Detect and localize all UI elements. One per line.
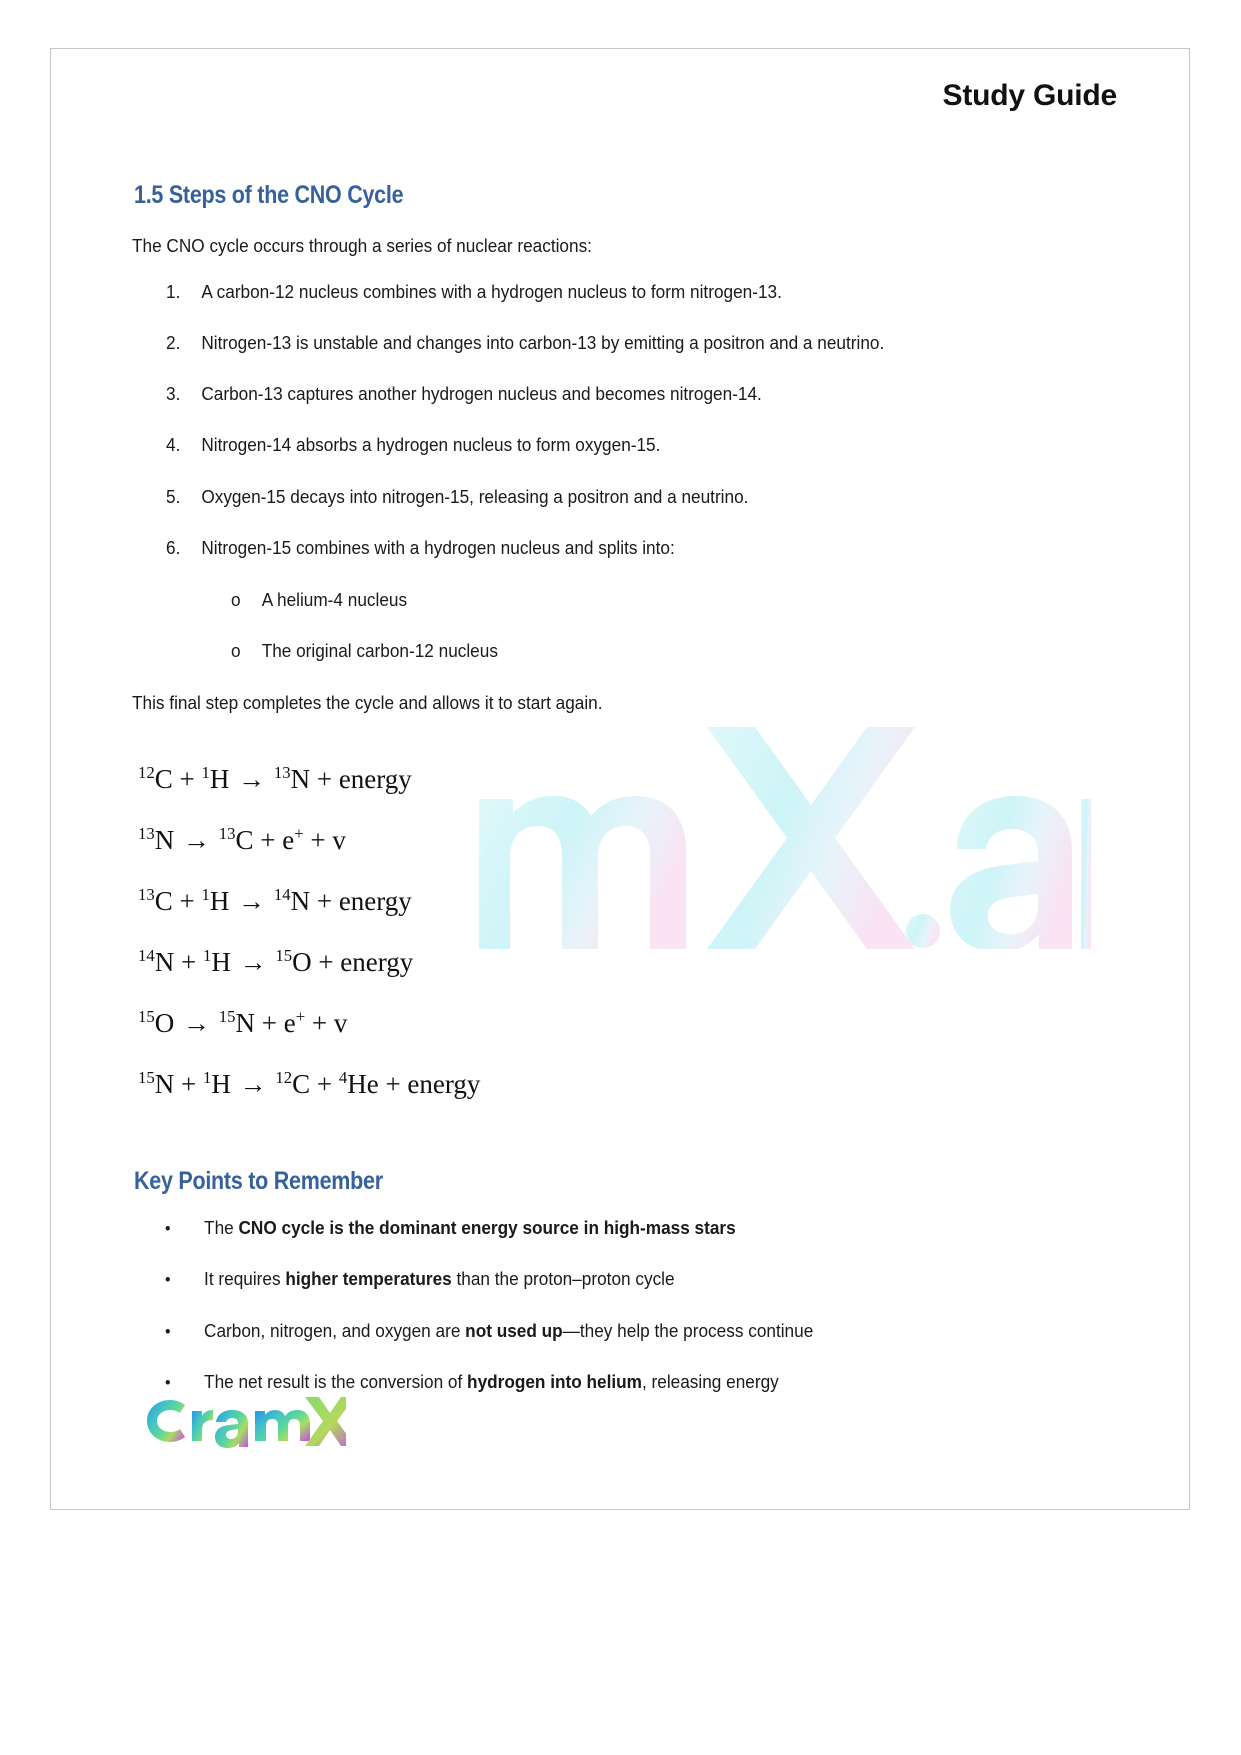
key-point-tail: —they help the process continue bbox=[562, 1320, 814, 1341]
equation-operator: + bbox=[172, 764, 202, 794]
equation-1 bbox=[138, 749, 480, 810]
element-symbol: O bbox=[292, 947, 312, 977]
element-symbol: H bbox=[211, 947, 231, 977]
closing-paragraph: This final step completes the cycle and allows it to start again. bbox=[132, 692, 603, 713]
key-point-tail: than the proton–proton cycle bbox=[451, 1268, 675, 1289]
equation-operator: + bbox=[174, 947, 203, 977]
cno-step-text: Nitrogen-13 is unstable and changes into carbon-13 by emitting a positron and a neutrino. bbox=[201, 332, 885, 353]
cno-substep-1 bbox=[231, 589, 407, 611]
mass-number: + bbox=[294, 824, 304, 843]
element-symbol: O bbox=[154, 1008, 175, 1038]
mass-number: 15 bbox=[218, 1007, 236, 1026]
mass-number: 13 bbox=[218, 824, 236, 843]
mass-number: 15 bbox=[138, 1068, 155, 1087]
bullet-marker: • bbox=[165, 1219, 171, 1238]
bullet-marker: • bbox=[165, 1373, 171, 1392]
mass-number: 4 bbox=[338, 1068, 348, 1087]
element-symbol: N bbox=[290, 886, 311, 916]
key-point-lead: Carbon, nitrogen, and oxygen are bbox=[204, 1320, 466, 1341]
element-symbol: N bbox=[290, 764, 311, 794]
bullet-marker: • bbox=[165, 1322, 171, 1341]
element-symbol: C bbox=[235, 825, 254, 855]
mass-number: 14 bbox=[273, 885, 291, 904]
cno-step-text: Carbon-13 captures another hydrogen nucleus and becomes nitrogen-14. bbox=[201, 383, 762, 404]
element-symbol: H bbox=[209, 764, 230, 794]
key-point-emphasis: higher temperatures bbox=[285, 1268, 452, 1289]
element-symbol: N bbox=[154, 947, 175, 977]
mx-ai-watermark bbox=[471, 689, 1091, 949]
equation-5 bbox=[138, 993, 480, 1054]
mass-number: 15 bbox=[275, 946, 293, 965]
bullet-marker: • bbox=[165, 1270, 171, 1289]
cno-step-text: Nitrogen-15 combines with a hydrogen nucleus and splits into: bbox=[201, 537, 675, 558]
intro-paragraph: The CNO cycle occurs through a series of nuclear reactions: bbox=[132, 235, 592, 256]
equation-operator: + energy bbox=[310, 886, 412, 916]
key-point-lead: The bbox=[204, 1217, 239, 1238]
mass-number: + bbox=[295, 1007, 306, 1026]
equation-6 bbox=[138, 1054, 480, 1115]
cno-substep-text: The original carbon-12 nucleus bbox=[261, 640, 498, 661]
cno-step-5 bbox=[166, 486, 748, 508]
element-symbol: N bbox=[154, 825, 175, 855]
element-symbol: C bbox=[154, 886, 173, 916]
element-symbol: C bbox=[154, 764, 173, 794]
arrow-icon: → bbox=[231, 764, 272, 794]
list-marker: 2. bbox=[166, 332, 181, 353]
key-point-lead: The net result is the conversion of bbox=[204, 1371, 468, 1392]
key-point-emphasis: CNO cycle is the dominant energy source in high-mass stars bbox=[238, 1217, 736, 1238]
sublist-marker: o bbox=[231, 640, 241, 661]
arrow-icon: → bbox=[231, 886, 272, 916]
key-point-emphasis: not used up bbox=[465, 1320, 563, 1341]
equation-operator: + energy bbox=[378, 1069, 481, 1099]
mass-number: 13 bbox=[138, 885, 155, 904]
cramx-logo bbox=[136, 1389, 346, 1451]
document-page bbox=[50, 48, 1190, 1510]
mass-number: 15 bbox=[138, 1007, 155, 1026]
key-point-3 bbox=[165, 1320, 813, 1342]
arrow-icon: → bbox=[176, 1008, 217, 1038]
equation-4 bbox=[138, 932, 480, 993]
equation-operator: + e bbox=[253, 825, 295, 855]
cno-step-3 bbox=[166, 383, 762, 405]
list-marker: 6. bbox=[166, 537, 181, 558]
key-point-lead: It requires bbox=[204, 1268, 286, 1289]
arrow-icon: → bbox=[232, 1069, 274, 1099]
mass-number: 1 bbox=[202, 946, 212, 965]
mass-number: 1 bbox=[202, 1068, 212, 1087]
mass-number: 14 bbox=[138, 946, 155, 965]
element-symbol: H bbox=[209, 886, 230, 916]
list-marker: 5. bbox=[166, 486, 181, 507]
equation-operator: + v bbox=[303, 825, 346, 855]
cno-step-text: Nitrogen-14 absorbs a hydrogen nucleus to form oxygen-15. bbox=[201, 434, 661, 455]
mass-number: 1 bbox=[201, 885, 210, 904]
logo-x-mark bbox=[305, 1397, 346, 1446]
cno-step-6 bbox=[166, 537, 675, 559]
key-point-emphasis: hydrogen into helium bbox=[467, 1371, 642, 1392]
element-symbol: He bbox=[347, 1069, 379, 1099]
section-heading-key-points: Key Points to Remember bbox=[134, 1167, 383, 1195]
sublist-marker: o bbox=[231, 589, 241, 610]
element-symbol: H bbox=[211, 1069, 231, 1099]
equation-3 bbox=[138, 871, 480, 932]
equation-operator: + bbox=[310, 1069, 339, 1099]
logo-wordmark bbox=[147, 1400, 310, 1448]
arrow-icon: → bbox=[232, 947, 274, 977]
key-point-2 bbox=[165, 1268, 675, 1290]
watermark-glyphs bbox=[479, 727, 1091, 949]
key-point-1 bbox=[165, 1217, 736, 1239]
equation-operator: + energy bbox=[311, 947, 414, 977]
mass-number: 12 bbox=[275, 1068, 293, 1087]
key-point-tail: , releasing energy bbox=[641, 1371, 779, 1392]
arrow-icon: → bbox=[176, 825, 217, 855]
equation-operator: + energy bbox=[310, 764, 412, 794]
equation-operator: + bbox=[174, 1069, 203, 1099]
cno-substep-text: A helium-4 nucleus bbox=[261, 589, 408, 610]
mass-number: 1 bbox=[201, 763, 210, 782]
equation-operator: + e bbox=[254, 1008, 296, 1038]
cno-step-4 bbox=[166, 434, 660, 456]
cno-step-text: A carbon-12 nucleus combines with a hydrogen nucleus to form nitrogen-13. bbox=[201, 281, 782, 302]
cno-step-text: Oxygen-15 decays into nitrogen-15, releasing a positron and a neutrino. bbox=[201, 486, 749, 507]
mass-number: 13 bbox=[138, 824, 155, 843]
mass-number: 12 bbox=[138, 763, 155, 782]
cno-substep-2 bbox=[231, 640, 498, 662]
element-symbol: N bbox=[154, 1069, 175, 1099]
equation-2 bbox=[138, 810, 480, 871]
cno-step-2 bbox=[166, 332, 884, 354]
cno-step-1 bbox=[166, 281, 782, 303]
equation-operator: + v bbox=[305, 1008, 348, 1038]
list-marker: 3. bbox=[166, 383, 181, 404]
equation-operator: + bbox=[172, 886, 202, 916]
element-symbol: N bbox=[235, 1008, 255, 1038]
list-marker: 4. bbox=[166, 434, 181, 455]
nuclear-equations-block bbox=[138, 749, 480, 1115]
mass-number: 13 bbox=[273, 763, 291, 782]
section-heading-cno-cycle: 1.5 Steps of the CNO Cycle bbox=[134, 181, 404, 209]
element-symbol: C bbox=[292, 1069, 311, 1099]
list-marker: 1. bbox=[166, 281, 181, 302]
document-title: Study Guide bbox=[942, 79, 1117, 112]
